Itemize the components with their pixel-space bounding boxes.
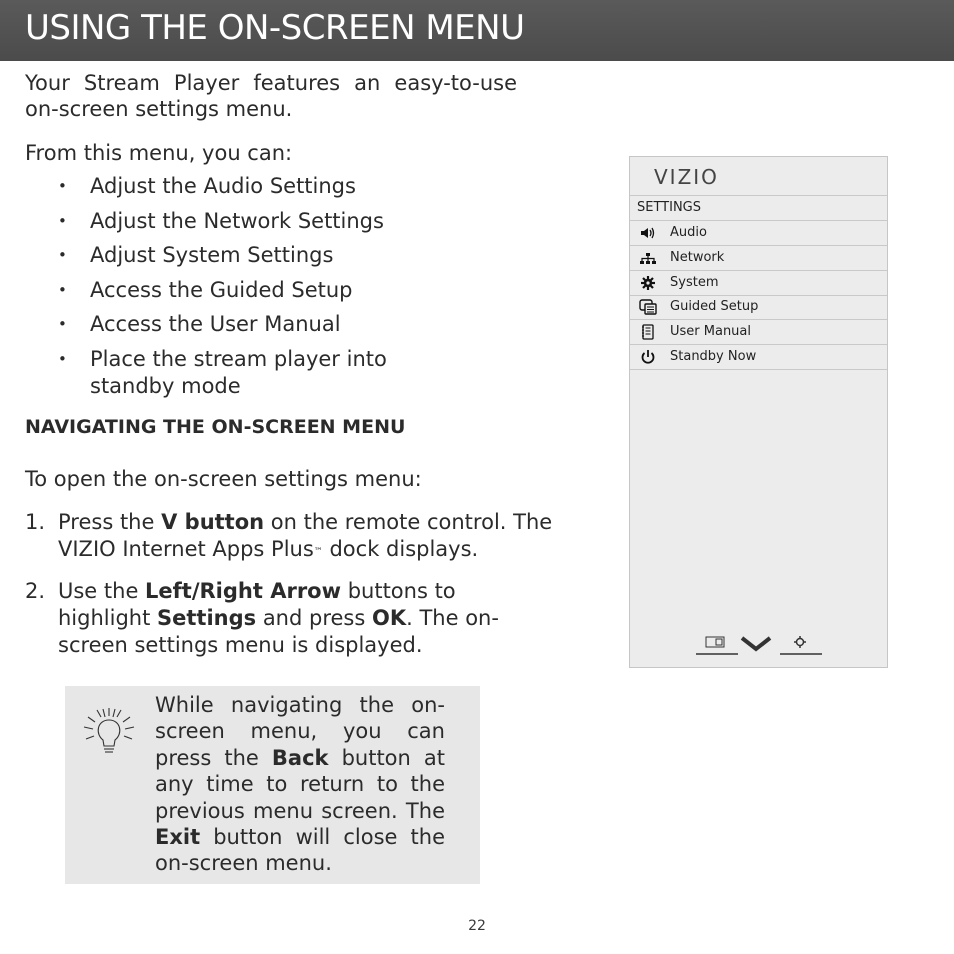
vizio-logo: VIZIO (630, 157, 887, 196)
step-item: 1. Press the V button on the remote control. The VIZIO Internet Apps Plus™ dock displays. (25, 510, 553, 561)
page-title: USING THE ON-SCREEN MENU (25, 8, 525, 48)
settings-gear-icon (794, 636, 806, 648)
menu-item-system[interactable]: System (630, 271, 887, 296)
tip-box (65, 686, 480, 884)
list-item: • Adjust the Network Settings (58, 208, 384, 233)
feature-list (58, 173, 410, 408)
speaker-icon (639, 225, 657, 241)
guided-setup-icon (639, 299, 657, 315)
list-item: • Access the Guided Setup (58, 277, 353, 302)
dock-bar (694, 633, 824, 657)
menu-item-audio[interactable]: Audio (630, 221, 887, 246)
lightbulb-icon (83, 706, 139, 762)
menu-item-guided-setup[interactable]: Guided Setup (630, 295, 887, 320)
input-icon (706, 637, 724, 647)
list-item: • Place the stream player into standby mode (58, 346, 387, 398)
settings-menu-screenshot (629, 156, 888, 668)
manual-icon (639, 324, 657, 340)
from-menu-text: From this menu, you can: (25, 141, 293, 165)
step-item: 2. Use the Left/Right Arrow buttons to highlight Settings and press OK. The on-screen settings menu is displayed. (25, 579, 499, 657)
page-header (0, 0, 954, 61)
list-item: • Adjust the Audio Settings (58, 174, 356, 198)
vizio-v-icon (742, 638, 770, 649)
network-icon (639, 250, 657, 266)
gear-icon (639, 275, 657, 291)
page-number: 22 (468, 918, 486, 934)
tip-text: While navigating the on-screen menu, you can press the Back button at any time to return to the previous menu screen. The Exit button will close the on-screen menu. (155, 693, 445, 876)
menu-item-network[interactable]: Network (630, 246, 887, 271)
steps-list (25, 509, 565, 674)
menu-item-standby-now[interactable]: Standby Now (630, 345, 887, 370)
power-icon (639, 349, 657, 365)
section-subheading: NAVIGATING THE ON-SCREEN MENU (25, 416, 406, 438)
list-item: • Adjust System Settings (58, 243, 334, 268)
list-item: • Access the User Manual (58, 312, 341, 337)
settings-menu-title: SETTINGS (630, 196, 887, 221)
intro-paragraph: Your Stream Player features an easy-to-use on-screen settings menu. (25, 71, 517, 121)
menu-item-user-manual[interactable]: User Manual (630, 320, 887, 345)
open-menu-text: To open the on-screen settings menu: (25, 467, 422, 491)
